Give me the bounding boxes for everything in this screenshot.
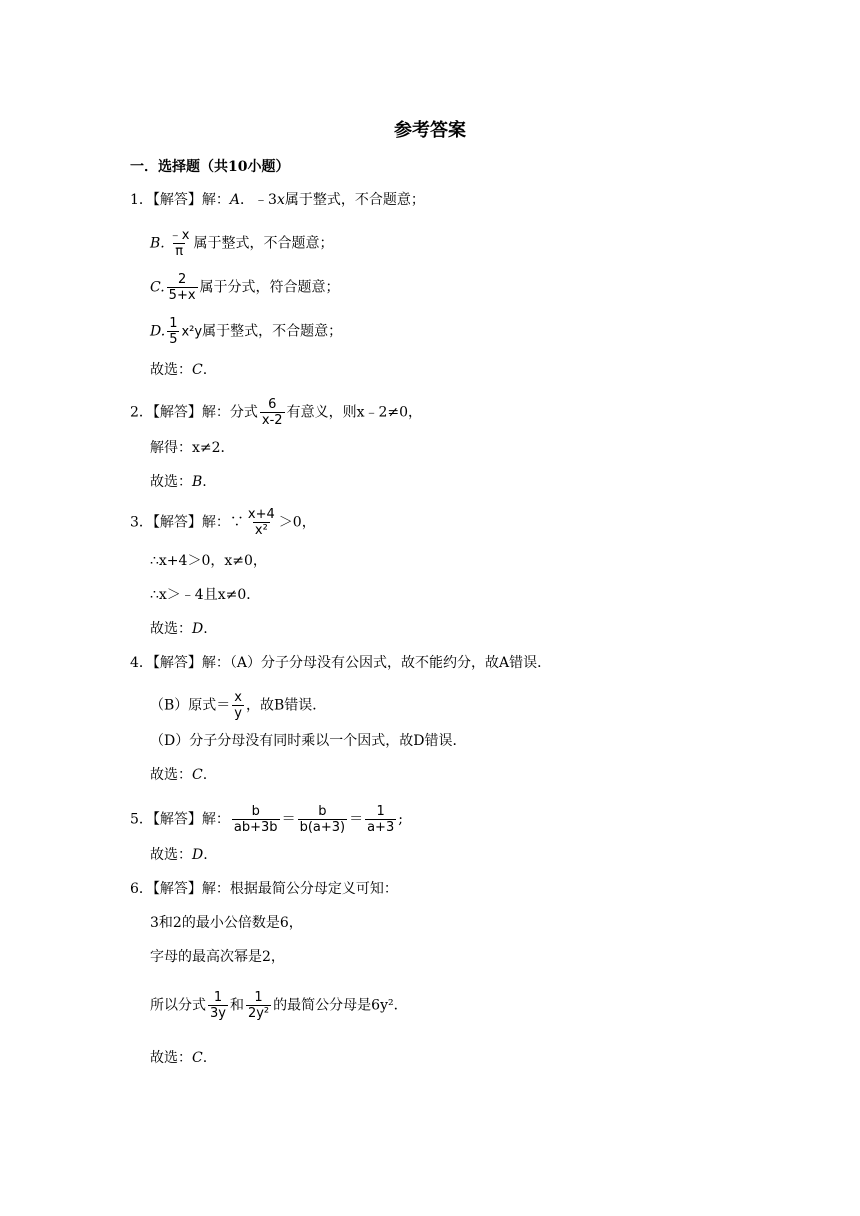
q3-text1: ＞0， [278,514,316,531]
q2-numerator: 6 [268,397,277,412]
q2-fraction [260,397,285,428]
q4-line-b [150,690,326,721]
q6-choose-line [150,1048,207,1068]
q5-equals-2: ＝ [349,811,364,828]
q1-a-var: x [276,192,285,208]
q1-b-fraction [167,228,192,259]
q1-b-letter: B. [150,235,165,252]
page-title: 参考答案 [394,120,466,141]
q1-a-letter: A [229,192,241,208]
q3-choose: 故选： [150,621,192,637]
q4-line-1 [130,653,551,673]
q2-number: 2． [130,404,153,421]
q3-numerator: x+4 [247,507,275,522]
q1-d-numerator: 1 [169,316,178,331]
q1-choose: 故选： [150,362,192,378]
q6-tag: 【解答】解： [152,881,230,897]
q5-choose-line [150,845,208,865]
q6-fraction-1 [208,990,228,1021]
q1-line-d [150,316,342,347]
q3-number: 3． [130,514,153,531]
q2-choose-line [150,472,207,492]
q1-end: . [202,362,208,378]
q1-d-letter: D. [150,323,166,340]
q2-denominator: x-2 [261,413,283,428]
q1-number: 1． [130,192,153,208]
q1-c-letter: C. [150,279,165,296]
q2-end: . [202,474,207,490]
q3-denominator: x² [254,523,268,538]
q1-a-text1: ．﹣3 [240,192,277,208]
q2-choose: 故选： [150,474,192,490]
q6-fraction-2 [246,990,271,1021]
q1-line-a [130,190,425,210]
q5-fraction-2 [298,804,348,835]
q4-denominator: y [234,706,242,721]
q1-c-denominator: 5+x [168,288,196,303]
q4-line-a: （A）分子分母没有公因式，故不能约分，故A错误． [229,655,552,671]
q1-d-fraction [167,316,179,347]
q1-d-denominator: 5 [169,332,178,347]
q3-line-2: ∴x+4＞0，x≠0， [150,553,267,569]
q5-tag: 【解答】解： [152,811,230,828]
q5-f3-denominator: a+3 [367,820,395,835]
q6-line-2: 3和2的最小公倍数是6， [150,915,303,931]
q5-f1-denominator: ab+3b [233,820,278,835]
q3-end: . [203,621,208,637]
q6-end: . [202,1050,208,1066]
q4-tag: 【解答】解： [152,655,230,671]
q1-c-numerator: 2 [177,272,187,287]
q3-line-1 [130,507,316,538]
q6-line-3: 字母的最高次幂是2， [150,949,285,965]
q1-c-fraction [167,272,198,303]
q5-end: . [203,847,208,863]
q1-c-text: 属于分式，符合题意； [199,279,340,296]
q6-line-1 [130,879,398,899]
q6-f1-numerator: 1 [213,990,223,1005]
q5-line-1 [130,804,403,835]
q1-a-text2: 属于整式，不合题意； [284,192,425,208]
q5-f2-denominator: b(a+3) [299,820,346,835]
q3-choose-line [150,619,208,639]
q4-end: . [202,767,208,783]
q5-answer: D [192,847,204,863]
q5-fraction-1 [232,804,280,835]
q6-number: 6． [130,881,153,897]
q4-choose-line [150,765,207,785]
q1-line-b [150,228,333,259]
q1-b-numerator: ﹣x [168,228,190,243]
q5-number: 5． [130,811,153,828]
q6-f2-numerator: 1 [254,990,263,1005]
q1-line-c [150,272,340,303]
q1-answer: C [192,362,203,378]
q5-semicolon: ; [398,811,403,828]
q4-line-d: （D）分子分母没有同时乘以一个因式，故D错误． [150,733,467,749]
q3-tag: 【解答】解： [152,514,230,531]
q4-line-b1: （B）原式＝ [150,697,231,714]
q6-f2-denominator: 2y² [247,1006,270,1021]
q6-f1-denominator: 3y [210,1006,226,1021]
q6-choose: 故选： [150,1050,192,1066]
q4-answer: C [192,767,203,783]
q5-f3-numerator: 1 [376,804,385,819]
q5-fraction-3 [365,804,396,835]
q1-choose-line [150,360,207,380]
q6-line-4 [150,990,408,1021]
q6-answer: C [192,1050,203,1066]
q6-text1: 根据最简公分母定义可知： [229,881,398,897]
q3-answer: D [192,621,204,637]
q2-text2: 有意义，则 [286,404,357,421]
q2-tag: 【解答】解： [152,404,230,421]
q5-f1-numerator: b [251,804,260,819]
q2-condition: x﹣2≠0， [356,404,423,421]
q2-answer: B [192,474,203,490]
q1-d-text: 属于整式，不合题意； [202,323,343,340]
q4-line-b2: ，故B错误． [246,697,327,714]
q1-b-text: 属于整式，不合题意； [193,235,334,252]
q3-line-3: ∴x＞﹣4且x≠0． [150,587,261,603]
q5-equals-1: ＝ [281,811,296,828]
q4-numerator: x [234,690,242,705]
q1-b-denominator: π [175,244,184,259]
q2-line-1 [130,397,422,428]
q1-d-expression: x²y [181,324,203,340]
q1-tag: 【解答】解： [152,192,230,208]
section-heading: 一．选择题（共10小题） [130,159,290,175]
q2-text1: 分式 [229,404,258,421]
q6-and: 和 [229,997,244,1014]
q4-choose: 故选： [150,767,192,783]
q2-line-2: 解得：x≠2． [150,440,235,456]
q3-fraction [246,507,277,538]
q6-line-4a: 所以分式 [150,997,206,1014]
q4-number: 4． [130,655,153,671]
q3-because: ∵ [229,514,244,531]
q5-f2-numerator: b [318,804,327,819]
q5-choose: 故选： [150,847,192,863]
q4-fraction [232,690,244,721]
q6-line-4b: 的最简公分母是6y²． [273,997,408,1014]
